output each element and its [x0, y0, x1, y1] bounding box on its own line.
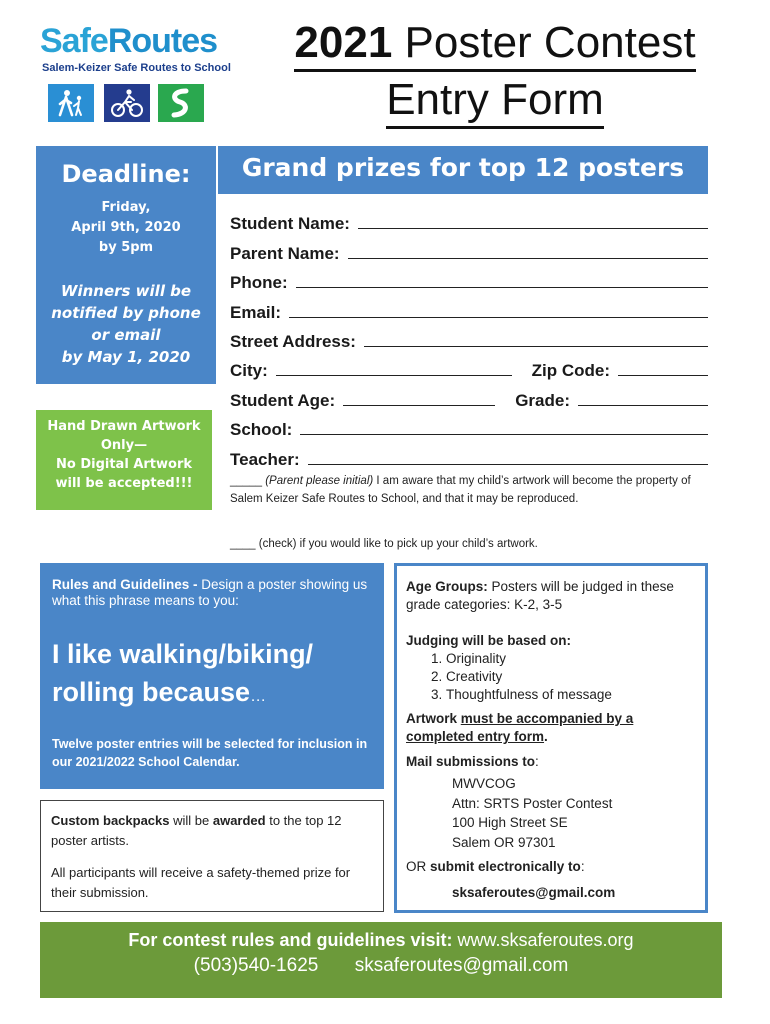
email-line[interactable]	[289, 317, 708, 318]
biking-icon	[104, 84, 150, 122]
winners-line: notified by phone	[51, 304, 201, 322]
consent-text: I am aware that my child’s artwork will become the property of Salem Keizer Safe Routes to School, and that it may be reproduced.	[230, 475, 691, 505]
student-name-line[interactable]	[358, 228, 708, 229]
address-line: Attn: SRTS Poster Contest	[452, 795, 613, 811]
address-line: Salem OR 97301	[452, 834, 556, 850]
rules-heading	[52, 577, 372, 609]
zip-code-line[interactable]	[618, 375, 708, 376]
deadline-heading: Deadline:	[61, 160, 191, 188]
teacher-label: Teacher:	[230, 449, 300, 469]
hand-drawn-line: Only—	[100, 438, 148, 453]
contest-phrase-ellipsis: …	[250, 688, 267, 705]
teacher-field[interactable]	[230, 440, 708, 469]
award-text: to the top 12 poster artists.	[51, 813, 342, 848]
award-backpacks-bold: Custom backpacks	[51, 813, 170, 828]
phone-field[interactable]	[230, 264, 708, 293]
award-backpacks	[51, 811, 373, 851]
judging	[406, 632, 696, 704]
footer-rules-label: For contest rules and guidelines visit:	[128, 930, 453, 950]
contest-phrase	[52, 635, 382, 716]
rules-box	[40, 563, 384, 789]
city-label: City:	[230, 361, 268, 381]
award-box	[40, 800, 384, 912]
artwork-underlined: must be accompanied by a completed entry form	[406, 711, 634, 744]
email-field[interactable]	[230, 293, 708, 322]
parent-consent	[230, 472, 710, 508]
initial-blank[interactable]: _____	[230, 475, 262, 487]
winners-line: Winners will be	[60, 282, 192, 300]
age-groups	[406, 578, 696, 614]
judging-label: Judging will be based on:	[406, 633, 572, 648]
street-address-line[interactable]	[364, 346, 708, 347]
deadline-date-line: Friday,	[101, 200, 151, 215]
rules-heading-text: Design a poster showing us what this phrase means to you:	[52, 577, 368, 608]
contest-phrase-text: I like walking/biking/ rolling because	[52, 639, 314, 707]
electronic-submission	[406, 858, 696, 876]
mailing-address	[452, 774, 742, 852]
judging-item: 2. Creativity	[446, 668, 696, 686]
title-year: 2021	[294, 18, 393, 67]
title-contest: Poster Contest	[392, 18, 696, 67]
or-colon: :	[580, 859, 585, 874]
street-address-field[interactable]	[230, 323, 708, 352]
phone-line[interactable]	[296, 287, 708, 288]
artwork-requirement	[406, 710, 696, 746]
age-groups-label: Age Groups:	[406, 579, 488, 594]
deadline-box	[36, 146, 216, 384]
school-label: School:	[230, 420, 293, 440]
grand-prizes-banner: Grand prizes for top 12 posters	[218, 146, 708, 194]
winners-notice	[36, 280, 216, 368]
student-name-field[interactable]	[230, 205, 708, 234]
school-line[interactable]	[300, 434, 708, 435]
mail-colon: :	[535, 754, 539, 769]
age-groups-text: Posters will be judged in these grade categories: K-2, 3-5	[406, 579, 674, 612]
winners-line: by May 1, 2020	[61, 348, 191, 366]
submission-email[interactable]: sksaferoutes@gmail.com	[452, 885, 616, 900]
award-participants: All participants will receive a safety-themed prize for their submission.	[51, 865, 351, 900]
deadline-date	[36, 198, 216, 258]
student-age-line[interactable]	[343, 405, 495, 406]
email-label: Email:	[230, 302, 282, 322]
parent-name-line[interactable]	[348, 258, 708, 259]
logo-title-safe: Safe	[40, 22, 108, 60]
zip-code-label: Zip Code:	[531, 361, 610, 381]
judging-item: 3. Thoughtfulness of message	[446, 686, 696, 704]
winners-line: or email	[91, 326, 161, 344]
rules-heading-label: Rules and Guidelines -	[52, 577, 202, 592]
page-title	[280, 15, 710, 129]
footer-banner	[40, 922, 722, 998]
address-line: 100 High Street SE	[452, 815, 568, 830]
city-zip-row	[230, 352, 708, 381]
hand-drawn-line: No Digital Artwork	[56, 457, 192, 472]
footer-email-link[interactable]: sksaferoutes@gmail.com	[354, 955, 569, 976]
entry-form	[230, 205, 708, 470]
mail-label: Mail submissions to	[406, 754, 536, 769]
or-text: OR	[406, 859, 431, 874]
grade-label: Grade:	[515, 390, 570, 410]
deadline-date-line: April 9th, 2020	[71, 220, 181, 235]
pickup-checkbox-text[interactable]: ____ (check) if you would like to pick up your child’s artwork.	[230, 538, 538, 550]
footer-phone[interactable]: (503)540-1625	[193, 955, 319, 976]
artwork-period: .	[544, 729, 548, 744]
address-line: MWVCOG	[452, 776, 516, 791]
parent-name-field[interactable]	[230, 234, 708, 263]
footer-website-link[interactable]: www.sksaferoutes.org	[452, 930, 634, 950]
city-line[interactable]	[276, 375, 512, 376]
title-line-1	[294, 17, 695, 72]
info-box	[394, 563, 708, 913]
rolling-icon	[158, 84, 204, 122]
parent-name-label: Parent Name:	[230, 243, 340, 263]
award-awarded-bold: awarded	[212, 813, 266, 828]
street-address-label: Street Address:	[230, 331, 356, 351]
title-line-2: Entry Form	[386, 74, 604, 129]
judging-list	[406, 650, 696, 704]
phone-label: Phone:	[230, 273, 288, 293]
footer-rules-line	[40, 930, 722, 951]
logo-title-routes: Routes	[107, 22, 218, 60]
deadline-date-line: by 5pm	[98, 240, 154, 255]
student-age-label: Student Age:	[230, 390, 336, 410]
logo-title	[40, 22, 217, 61]
age-grade-row	[230, 381, 708, 410]
hand-drawn-notice	[36, 410, 212, 510]
submit-electronically-label: submit electronically to	[430, 859, 581, 874]
initial-note: (Parent please initial)	[265, 475, 374, 487]
mail-submissions	[406, 753, 696, 771]
hand-drawn-line: Hand Drawn Artwork	[47, 419, 201, 434]
school-field[interactable]	[230, 411, 708, 440]
judging-item: 1. Originality	[446, 650, 696, 668]
calendar-notice: Twelve poster entries will be selected for inclusion in our 2021/2022 School Calendar.	[52, 737, 368, 769]
award-text: will be	[169, 813, 213, 828]
student-name-label: Student Name:	[230, 214, 350, 234]
artwork-text: Artwork	[406, 711, 461, 726]
grade-line[interactable]	[578, 405, 708, 406]
logo-subtitle: Salem-Keizer Safe Routes to School	[42, 62, 231, 74]
hand-drawn-line: will be accepted!!!	[55, 476, 193, 491]
teacher-line[interactable]	[308, 464, 708, 465]
footer-contact-line	[40, 955, 722, 977]
walking-icon	[48, 84, 94, 122]
